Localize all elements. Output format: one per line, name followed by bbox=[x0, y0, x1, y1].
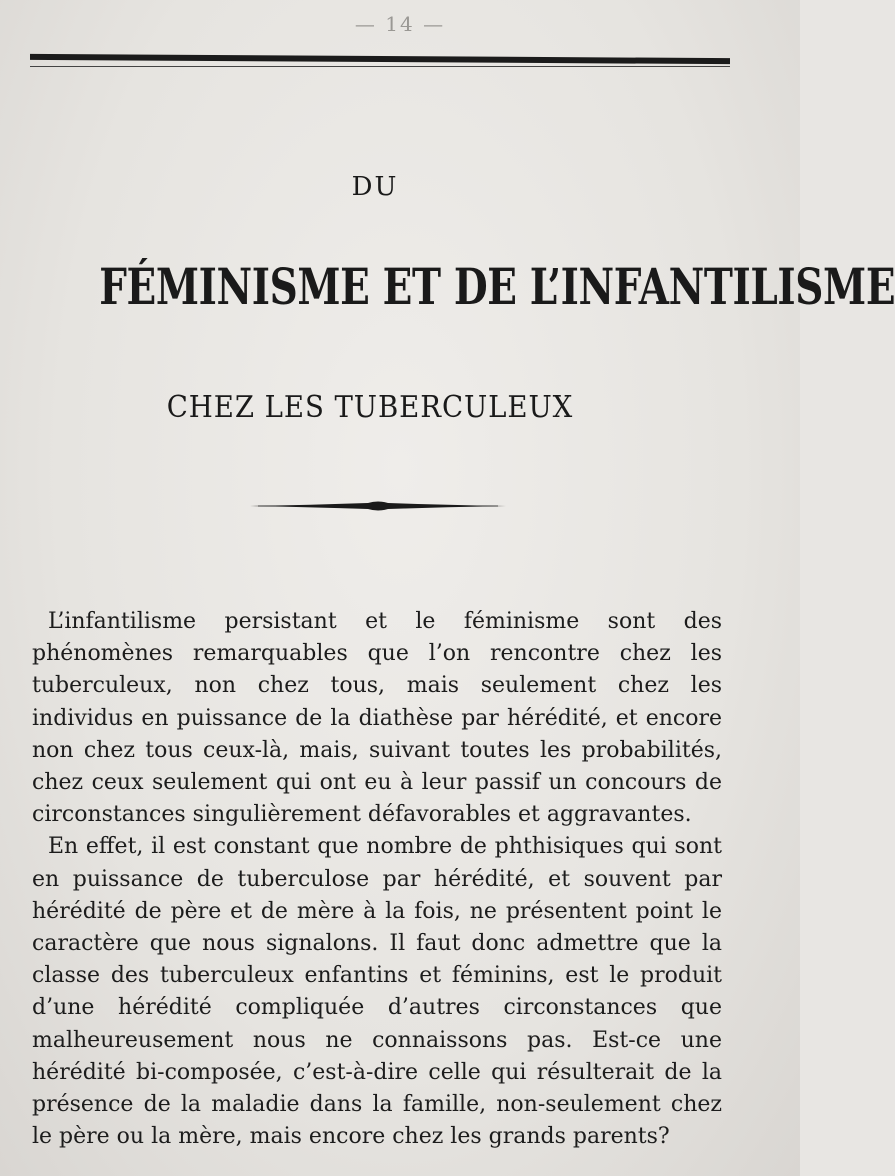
paragraph-1: L’infantilisme persistant et le féminisme sont des phénomènes remarquables que l’on rencontre chez les tuberculeux, non chez tous, mais seulement chez les individus en puissance de la diathèse par hérédité, et encore non chez tous ceux-là, mais, suivant toutes les probabilités, chez ceux seulement qui ont eu à leur passif un concours de circonstances singulièrement défavorables et aggravantes. bbox=[32, 609, 722, 828]
body-text bbox=[32, 606, 722, 1153]
main-title: FÉMINISME ET DE L’INFANTILISME bbox=[99, 257, 895, 316]
title-preposition: DU bbox=[351, 172, 399, 202]
header-rule-thin bbox=[30, 66, 730, 67]
ornament-divider-icon bbox=[248, 496, 508, 516]
subtitle: CHEZ LES TUBERCULEUX bbox=[166, 390, 574, 425]
page-number: — 14 — bbox=[354, 12, 446, 36]
paragraph-2: En effet, il est constant que nombre de phthisiques qui sont en puissance de tuberculose par hérédité, et souvent par hérédité de père et de mère à la fois, ne présentent point le caractère que nous signalons. Il faut donc admettre que la classe des tuberculeux enfantins et féminins, est le produit d’une hérédité compliquée d’autres circonstances que malheureusement nous ne connaissons pas. Est-ce une hérédité bi-composée, c’est-à-dire celle qui résulterait de la présence de la maladie dans la famille, non-seulement chez le père ou la mère, mais encore chez les grands parents? bbox=[32, 834, 722, 1150]
header-rule bbox=[30, 54, 730, 64]
